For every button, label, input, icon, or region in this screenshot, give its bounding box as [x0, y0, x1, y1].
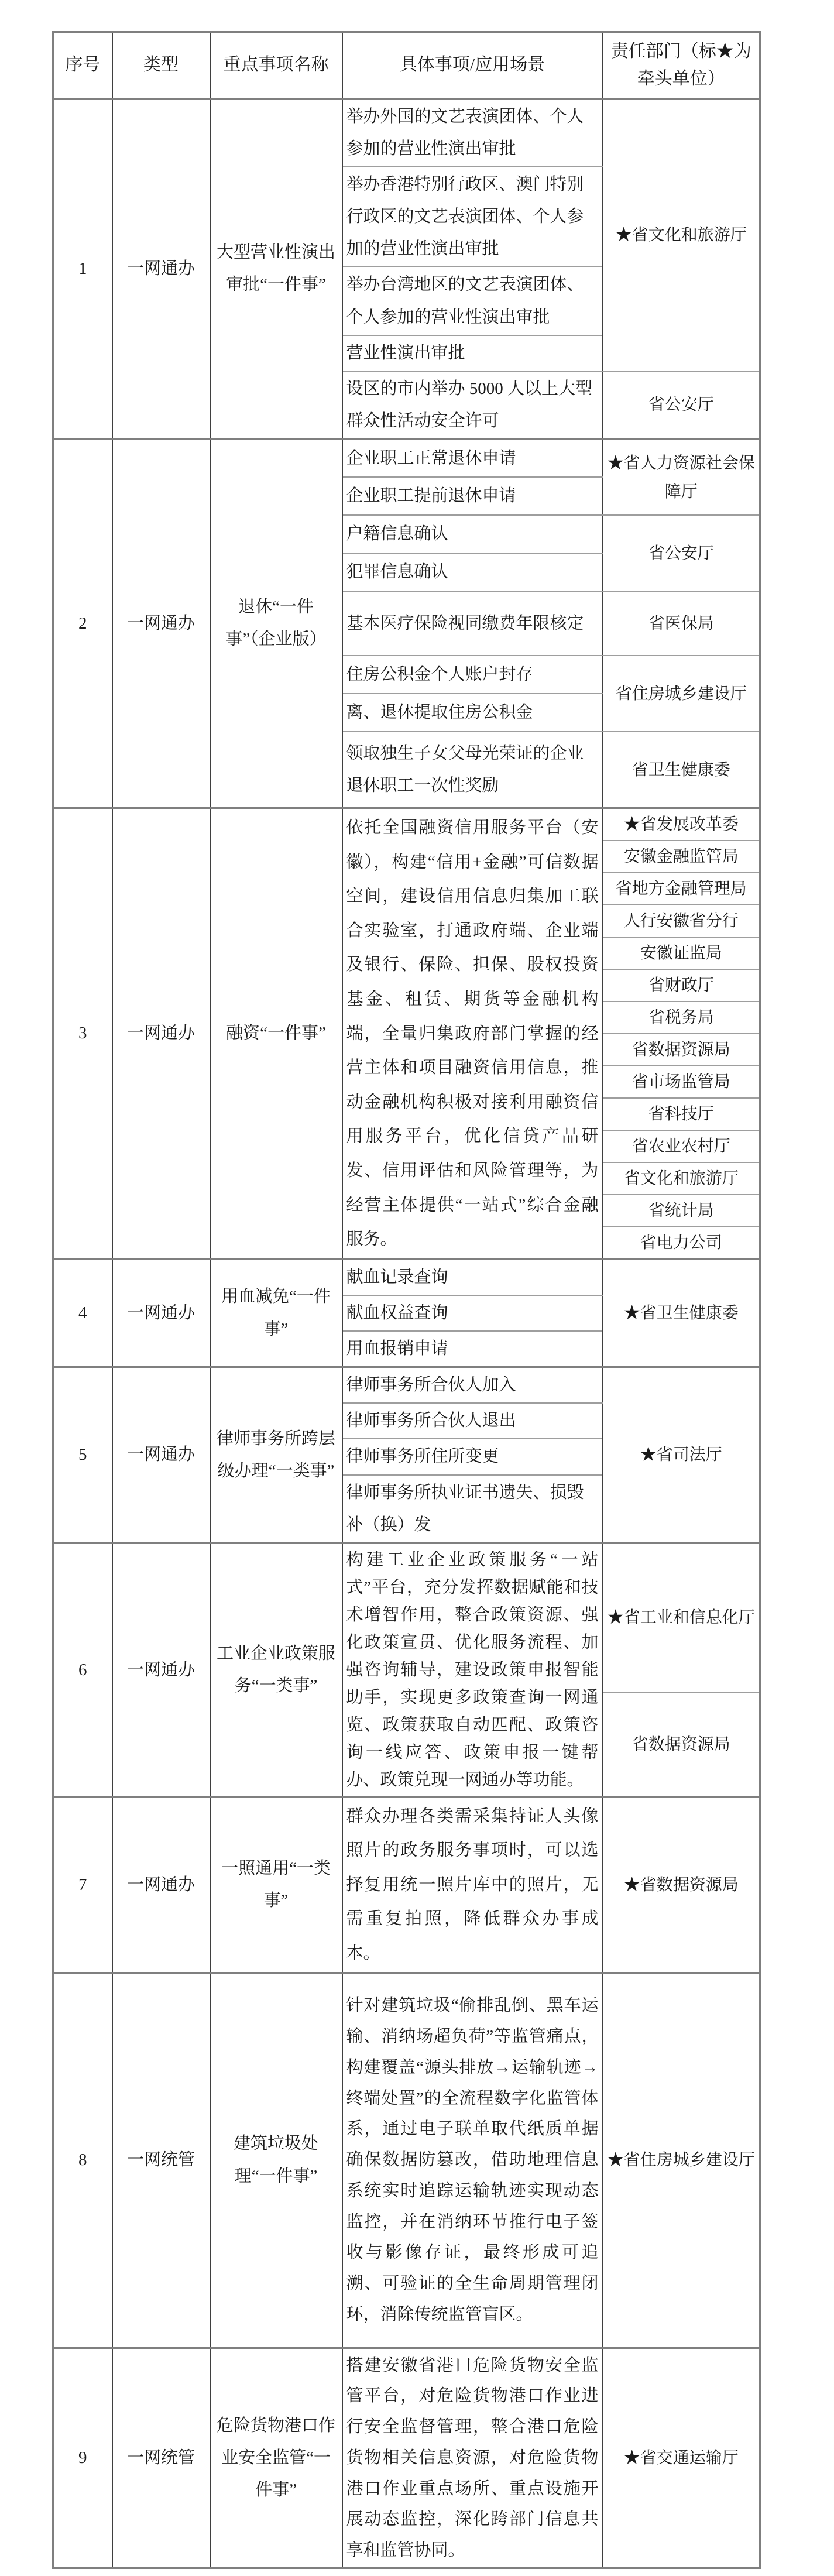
scenario-paragraph: 依托全国融资信用服务平台（安徽），构建“信用+金融”可信数据空间，建设信用信息归集加工联合实验室，打通政府端、企业端及银行、保险、担保、股权投资基金、租赁、期货等金融机构端，全量归集政府部门掌握的经营主体和项目融资信用信息，推动金融机构积极对接利用融资信用服务平台，优化信贷产品研发、信用评估和风险管理等，为经营主体提供“一站式”综合金融服务。 — [342, 808, 603, 1259]
dept-cell: 安徽金融监管局 — [603, 841, 760, 873]
dept-cell: 省公安厅 — [603, 515, 760, 591]
item-cell: 户籍信息确认 — [342, 515, 603, 553]
header-cell-type: 类型 — [112, 32, 210, 99]
row-name: 退休“一件事”（企业版） — [210, 439, 342, 808]
item-cell: 离、退休提取住房公积金 — [342, 694, 603, 732]
table-row — [53, 439, 760, 477]
header-cell-no: 序号 — [53, 32, 112, 99]
item-cell: 住房公积金个人账户封存 — [342, 656, 603, 694]
item-cell: 举办台湾地区的文艺表演团体、个人参加的营业性演出审批 — [342, 267, 603, 335]
row-no: 4 — [53, 1259, 112, 1367]
header-cell-name: 重点事项名称 — [210, 32, 342, 99]
dept-cell: 省税务局 — [603, 1001, 760, 1034]
dept-cell: 省市场监管局 — [603, 1066, 760, 1098]
dept-cell: 省农业农村厅 — [603, 1130, 760, 1162]
row-name: 危险货物港口作业安全监管“一件事” — [210, 2348, 342, 2568]
row-no: 2 — [53, 439, 112, 808]
dept-cell: ★省司法厅 — [603, 1367, 760, 1543]
key-items-table — [52, 31, 761, 2569]
table-row — [53, 1973, 760, 2348]
row-type: 一网统管 — [112, 2348, 210, 2568]
dept-cell: 省住房城乡建设厅 — [603, 656, 760, 732]
dept-cell: 省文化和旅游厅 — [603, 1162, 760, 1195]
dept-cell: ★省住房城乡建设厅 — [603, 1973, 760, 2348]
row-type: 一网通办 — [112, 1543, 210, 1797]
item-cell: 律师事务所合伙人加入 — [342, 1367, 603, 1404]
scenario-paragraph: 构建工业企业政策服务“一站式”平台，充分发挥数据赋能和技术增智作用，整合政策资源、强化政策宣贯、优化服务流程、加强咨询辅导，建设政策申报智能助手，实现更多政策查询一网通览、政策获取自动匹配、政策咨询一线应答、政策申报一键帮办、政策兑现一网通办等功能。 — [342, 1543, 603, 1797]
row-no: 8 — [53, 1973, 112, 2348]
row-name: 工业企业政策服务“一类事” — [210, 1543, 342, 1797]
row-type: 一网通办 — [112, 439, 210, 808]
dept-cell: 省卫生健康委 — [603, 732, 760, 808]
table-row — [53, 1797, 760, 1973]
row-type: 一网通办 — [112, 1797, 210, 1973]
row-type: 一网通办 — [112, 99, 210, 440]
dept-cell: 省公安厅 — [603, 371, 760, 440]
table-row — [53, 1367, 760, 1404]
item-cell: 营业性演出审批 — [342, 335, 603, 371]
item-cell: 献血权益查询 — [342, 1295, 603, 1331]
item-cell: 设区的市内举办 5000 人以上大型群众性活动安全许可 — [342, 371, 603, 440]
row-type: 一网统管 — [112, 1973, 210, 2348]
dept-cell: ★省发展改革委 — [603, 808, 760, 841]
header-cell-department: 责任部门（标★为牵头单位） — [603, 32, 760, 99]
dept-cell: ★省人力资源社会保障厅 — [603, 439, 760, 515]
item-cell: 企业职工正常退休申请 — [342, 439, 603, 477]
dept-cell: 人行安徽省分行 — [603, 905, 760, 937]
dept-cell: 省数据资源局 — [603, 1692, 760, 1797]
header-cell-scenario: 具体事项/应用场景 — [342, 32, 603, 99]
dept-cell: 省财政厅 — [603, 969, 760, 1001]
dept-cell: 省科技厅 — [603, 1098, 760, 1130]
dept-cell: 省医保局 — [603, 591, 760, 656]
item-cell: 律师事务所合伙人退出 — [342, 1403, 603, 1439]
table-row — [53, 99, 760, 167]
dept-cell: 安徽证监局 — [603, 937, 760, 969]
table-row — [53, 1543, 760, 1692]
table-header-row — [53, 32, 760, 99]
item-cell: 犯罪信息确认 — [342, 553, 603, 591]
scenario-paragraph: 针对建筑垃圾“偷排乱倒、黑车运输、消纳场超负荷”等监管痛点，构建覆盖“源头排放→运输轨迹→终端处置”的全流程数字化监管体系，通过电子联单取代纸质单据确保数据防篡改，借助地理信息系统实时追踪运输轨迹实现动态监控，并在消纳环节推行电子签收与影像存证，最终形成可追溯、可验证的全生命周期管理闭环，消除传统监管盲区。 — [342, 1973, 603, 2348]
item-cell: 举办香港特别行政区、澳门特别行政区的文艺表演团体、个人参加的营业性演出审批 — [342, 167, 603, 267]
dept-cell: ★省数据资源局 — [603, 1797, 760, 1973]
dept-cell: 省统计局 — [603, 1195, 760, 1227]
row-no: 5 — [53, 1367, 112, 1543]
dept-cell: 省地方金融管理局 — [603, 873, 760, 905]
item-cell: 基本医疗保险视同缴费年限核定 — [342, 591, 603, 656]
row-type: 一网通办 — [112, 1259, 210, 1367]
row-no: 3 — [53, 808, 112, 1259]
row-name: 律师事务所跨层级办理“一类事” — [210, 1367, 342, 1543]
item-cell: 领取独生子女父母光荣证的企业退休职工一次性奖励 — [342, 732, 603, 808]
table-row — [53, 2348, 760, 2568]
row-no: 1 — [53, 99, 112, 440]
table-row — [53, 808, 760, 841]
row-type: 一网通办 — [112, 808, 210, 1259]
row-name: 建筑垃圾处理“一件事” — [210, 1973, 342, 2348]
row-name: 一照通用“一类事” — [210, 1797, 342, 1973]
dept-cell: 省数据资源局 — [603, 1034, 760, 1066]
dept-cell: ★省交通运输厅 — [603, 2348, 760, 2568]
dept-cell: ★省文化和旅游厅 — [603, 99, 760, 371]
row-no: 9 — [53, 2348, 112, 2568]
dept-cell: ★省工业和信息化厅 — [603, 1543, 760, 1692]
row-name: 融资“一件事” — [210, 808, 342, 1259]
item-cell: 律师事务所执业证书遗失、损毁补（换）发 — [342, 1475, 603, 1543]
scenario-paragraph: 搭建安徽省港口危险货物安全监管平台，对危险货物港口作业进行安全监督管理，整合港口危险货物相关信息资源，对危险货物港口作业重点场所、重点设施开展动态监控，深化跨部门信息共享和监管协同。 — [342, 2348, 603, 2568]
item-cell: 献血记录查询 — [342, 1259, 603, 1295]
dept-cell: 省电力公司 — [603, 1227, 760, 1260]
scenario-paragraph: 群众办理各类需采集持证人头像照片的政务服务事项时，可以选择复用统一照片库中的照片，无需重复拍照，降低群众办事成本。 — [342, 1797, 603, 1973]
item-cell: 律师事务所住所变更 — [342, 1439, 603, 1474]
item-cell: 举办外国的文艺表演团体、个人参加的营业性演出审批 — [342, 99, 603, 167]
row-name: 用血减免“一件事” — [210, 1259, 342, 1367]
dept-cell: ★省卫生健康委 — [603, 1259, 760, 1367]
item-cell: 用血报销申请 — [342, 1331, 603, 1367]
row-type: 一网通办 — [112, 1367, 210, 1543]
item-cell: 企业职工提前退休申请 — [342, 477, 603, 515]
row-name: 大型营业性演出审批“一件事” — [210, 99, 342, 440]
table-row — [53, 1259, 760, 1295]
row-no: 6 — [53, 1543, 112, 1797]
row-no: 7 — [53, 1797, 112, 1973]
